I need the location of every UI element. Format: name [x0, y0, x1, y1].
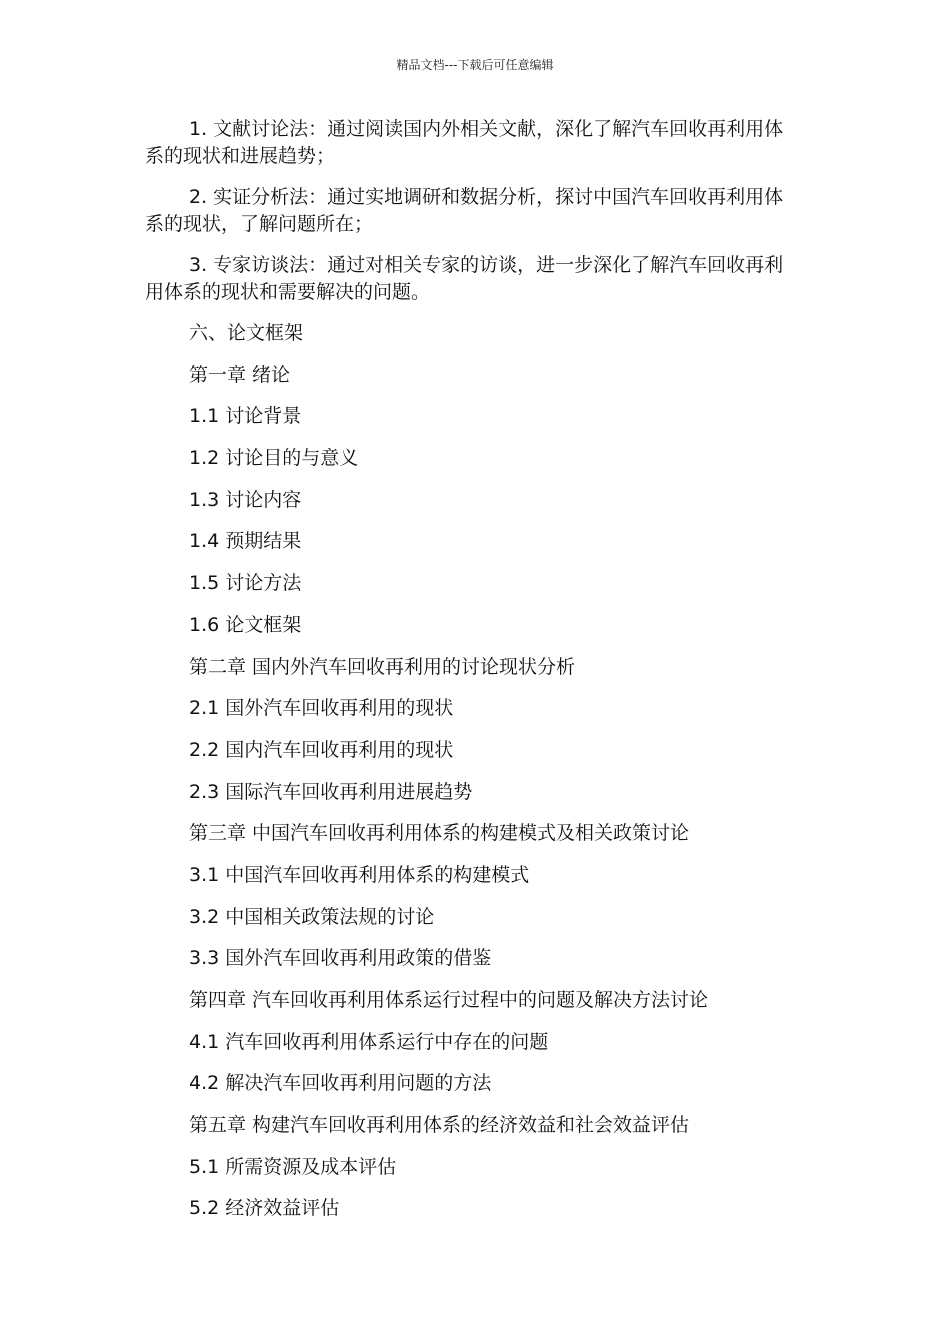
outline-item: 5.1 所需资源及成本评估	[189, 1155, 397, 1178]
outline-item: 2.3 国际汽车回收再利用进展趋势	[189, 780, 473, 803]
section-heading: 六、论文框架	[189, 322, 304, 344]
method-paragraph-interview: 3. 专家访谈法：通过对相关专家的访谈，进一步深化了解汽车回收再利用体系的现状和需要解决的问题。	[145, 254, 784, 303]
chapter-heading: 第三章 中国汽车回收再利用体系的构建模式及相关政策讨论	[189, 822, 690, 845]
outline-item: 5.2 经济效益评估	[189, 1197, 340, 1220]
outline-item: 1.5 讨论方法	[189, 572, 302, 595]
outline-item: 1.6 论文框架	[189, 613, 302, 636]
outline-item: 2.2 国内汽车回收再利用的现状	[189, 738, 454, 761]
chapter-heading: 第四章 汽车回收再利用体系运行过程中的问题及解决方法讨论	[189, 989, 709, 1011]
outline-item: 1.2 讨论目的与意义	[189, 447, 359, 470]
outline-item: 2.1 国外汽车回收再利用的现状	[189, 697, 454, 720]
outline-item: 1.1 讨论背景	[189, 405, 302, 428]
outline-item: 1.3 讨论内容	[189, 488, 302, 511]
outline-item: 3.3 国外汽车回收再利用政策的借鉴	[189, 947, 492, 970]
thesis-outline	[145, 320, 800, 1237]
outline-item: 4.2 解决汽车回收再利用问题的方法	[189, 1072, 492, 1095]
chapter-heading: 第二章 国内外汽车回收再利用的讨论现状分析	[189, 655, 576, 678]
chapter-heading: 第一章 绪论	[189, 363, 291, 386]
outline-item: 1.4 预期结果	[189, 530, 302, 553]
outline-item: 3.2 中国相关政策法规的讨论	[189, 905, 435, 928]
method-paragraph-literature: 1. 文献讨论法：通过阅读国内外相关文献，深化了解汽车回收再利用体系的现状和进展趋势；	[145, 118, 784, 167]
method-paragraph-empirical: 2. 实证分析法：通过实地调研和数据分析，探讨中国汽车回收再利用体系的现状，了解问题所在；	[145, 186, 784, 235]
outline-item: 3.1 中国汽车回收再利用体系的构建模式	[189, 863, 530, 886]
document-body	[145, 116, 800, 1237]
chapter-heading: 第五章 构建汽车回收再利用体系的经济效益和社会效益评估	[189, 1114, 690, 1137]
page-header: 精品文档---下载后可任意编辑	[396, 58, 554, 72]
outline-item: 4.1 汽车回收再利用体系运行中存在的问题	[189, 1030, 549, 1053]
